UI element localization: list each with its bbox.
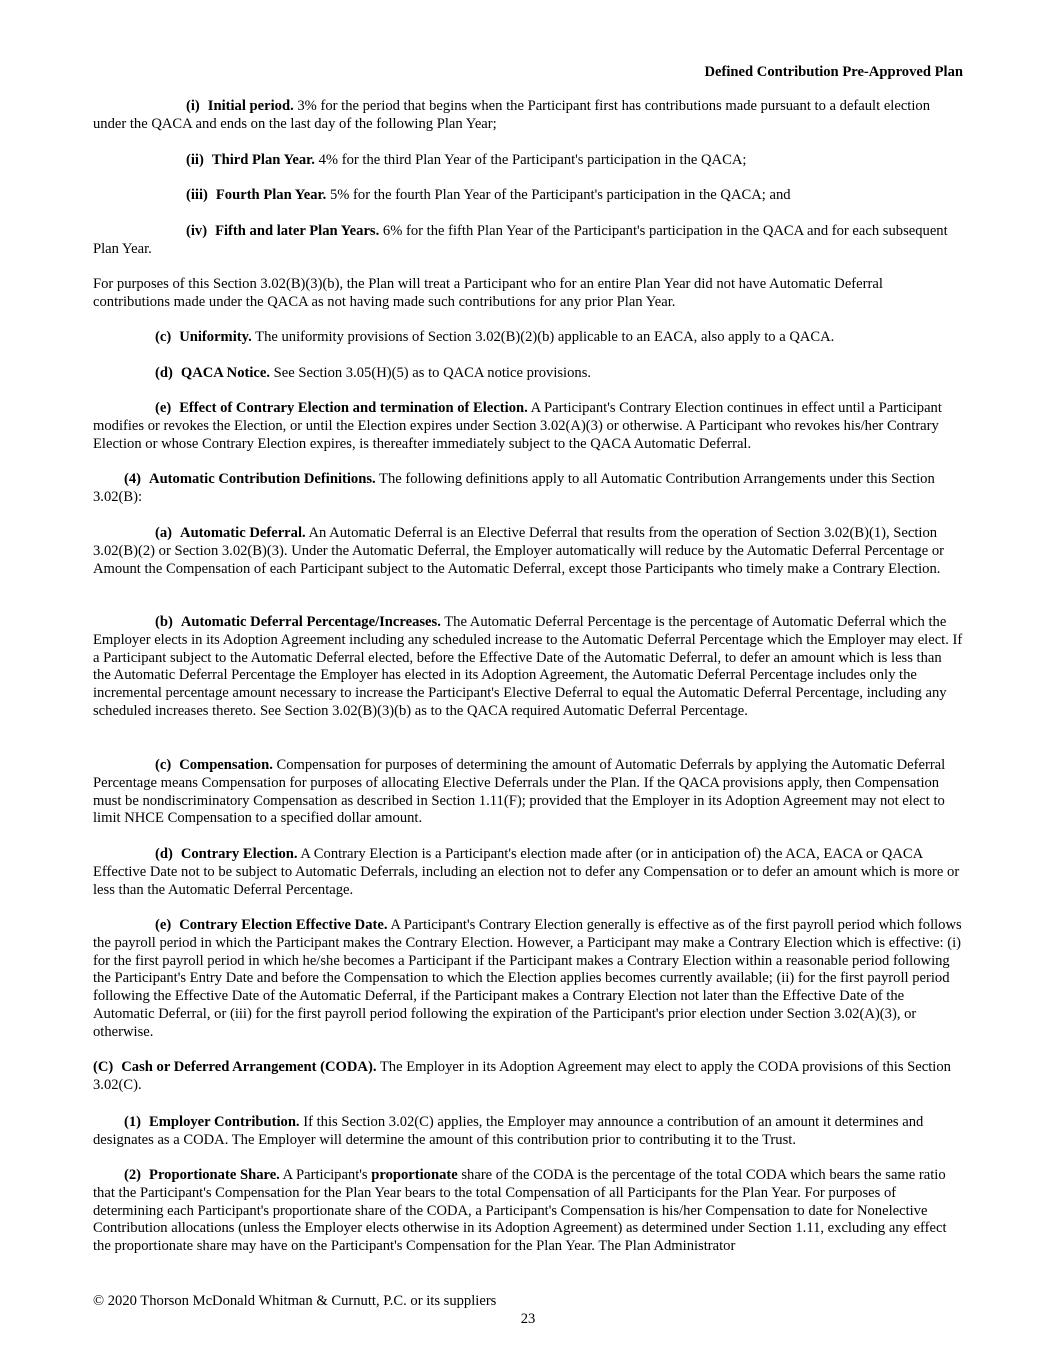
paragraph-heading: Employer Contribution. xyxy=(149,1114,300,1130)
paragraph-bold-word: proportionate xyxy=(371,1167,458,1183)
paragraph-label: (2) xyxy=(124,1167,142,1183)
paragraph-e-contrary-election-effect xyxy=(93,400,963,453)
paragraph-text: A Contrary Election is a Participant's election made after (or in anticipation of) the ACA, EACA or QACA Effective Date not to be subject to Automatic Deferrals, including an election not to defer any Compensation or to defer an amount which is more or less than the Automatic Deferral Percentage. xyxy=(93,846,960,898)
paragraph-for-purposes xyxy=(93,276,963,312)
paragraph-i-initial-period xyxy=(93,98,963,134)
paragraph-text: The Automatic Deferral Percentage is the percentage of Automatic Deferral which the Employer elects in its Adoption Agreement including any scheduled increase to the Automatic Deferral Percentage which the Employer may elect. If a Participant subject to the Automatic Deferral elected, before the Effective Date of the Automatic Deferral, to defer an amount which is less than the Automatic Deferral Percentage the Employer has elected in its Adoption Agreement, the Automatic Deferral Percentage includes only the incremental percentage amount necessary to increase the Participant's Elective Deferral to equal the Automatic Deferral Percentage, including any scheduled increases thereto. See Section 3.02(B)(3)(b) as to the QACA required Automatic Deferral Percentage. xyxy=(93,614,963,719)
paragraph-e-contrary-election-date xyxy=(93,917,963,1042)
paragraph-heading: Automatic Contribution Definitions. xyxy=(149,471,376,487)
paragraph-text: A Participant's xyxy=(279,1167,372,1183)
paragraph-text: The Employer in its Adoption Agreement may elect to apply the CODA provisions of this Section 3.02(C). xyxy=(93,1059,951,1093)
document-header: Defined Contribution Pre-Approved Plan xyxy=(704,64,963,80)
paragraph-heading: Compensation. xyxy=(179,757,273,773)
paragraph-heading: Uniformity. xyxy=(179,329,252,345)
paragraph-heading: Initial period. xyxy=(207,98,294,114)
paragraph-iv-fifth-plan-years xyxy=(93,223,963,259)
paragraph-text: An Automatic Deferral is an Elective Deferral that results from the operation of Section 3.02(B)(1), Section 3.02(B)(2) or Section 3.02(B)(3). Under the Automatic Deferral, the Employer automatically will reduce by the Automatic Deferral Percentage or Amount the Compensation of each Participant subject to the Automatic Deferral, except those Participants who timely make a Contrary Election. xyxy=(93,525,945,577)
paragraph-label: (d) xyxy=(155,365,173,381)
paragraph-c-compensation xyxy=(93,757,963,828)
paragraph-text: Compensation for purposes of determining the amount of Automatic Deferrals by applying the Automatic Deferral Percentage means Compensation for purposes of allocating Elective Deferrals under the Plan. If the QACA provisions apply, then Compensation must be nondiscriminatory Compensation as described in Section 1.11(F); provided that the Employer in its Adoption Agreement may not elect to limit NHCE Compensation to a specified dollar amount. xyxy=(93,757,946,827)
paragraph-text: A Participant's Contrary Election generally is effective as of the first payroll period which follows the payroll period in which the Participant makes the Contrary Election. However, a Participant may make a Contrary Election which is effective: (i) for the first payroll period in which he/she becomes a Participant if the Participant makes a Contrary Election within a reasonable period following the Participant's Entry Date and before the Compensation to which the Election applies becomes currently available; (ii) for the first payroll period following the Effective Date of the Automatic Deferral, if the Participant makes a Contrary Election not later than the Effective Date of the Automatic Deferral, or (iii) for the first payroll period following the expiration of the Participant's prior election under Section 3.02(A)(3), or otherwise. xyxy=(93,917,962,1040)
paragraph-2-proportionate-share xyxy=(93,1167,963,1256)
paragraph-text: The uniformity provisions of Section 3.02(B)(2)(b) applicable to an EACA, also apply to a QACA. xyxy=(251,329,835,345)
paragraph-label: (1) xyxy=(124,1114,142,1130)
paragraph-c-uniformity xyxy=(93,329,963,347)
paragraph-label: (e) xyxy=(155,400,172,416)
document-page xyxy=(93,0,963,1365)
paragraph-heading: Fifth and later Plan Years. xyxy=(215,223,380,239)
paragraph-text: If this Section 3.02(C) applies, the Employer may announce a contribution of an amount it determines and designates as a CODA. The Employer will determine the amount of this contribution prior to contributing it to the Trust. xyxy=(93,1114,924,1148)
paragraph-d-contrary-election xyxy=(93,846,963,899)
paragraph-label: (iv) xyxy=(186,223,208,239)
paragraph-iii-fourth-plan-year xyxy=(93,187,963,205)
paragraph-heading: Third Plan Year. xyxy=(211,152,315,168)
paragraph-label: (b) xyxy=(155,614,173,630)
paragraph-a-automatic-deferral xyxy=(93,525,963,578)
paragraph-label: (e) xyxy=(155,917,172,933)
paragraph-text: 4% for the third Plan Year of the Participant's participation in the QACA; xyxy=(314,152,747,168)
paragraph-heading: Automatic Deferral Percentage/Increases. xyxy=(180,614,441,630)
paragraph-label: (a) xyxy=(155,525,173,541)
paragraph-heading: Cash or Deferred Arrangement (CODA). xyxy=(121,1059,377,1075)
paragraph-label: (i) xyxy=(186,98,200,114)
paragraph-heading: Effect of Contrary Election and termination of Election. xyxy=(179,400,528,416)
paragraph-label: (4) xyxy=(124,471,142,487)
paragraph-text: The following definitions apply to all Automatic Contribution Arrangements under this Section 3.02(B): xyxy=(93,471,935,505)
paragraph-text: 6% for the fifth Plan Year of the Participant's participation in the QACA and for each subsequent Plan Year. xyxy=(93,223,948,257)
paragraph-text: See Section 3.05(H)(5) as to QACA notice provisions. xyxy=(270,365,592,381)
paragraph-heading: Automatic Deferral. xyxy=(180,525,306,541)
paragraph-b-deferral-percentage xyxy=(93,614,963,721)
paragraph-label: (d) xyxy=(155,846,173,862)
paragraph-ii-third-plan-year xyxy=(93,152,963,170)
paragraph-label: (ii) xyxy=(186,152,204,168)
paragraph-4-definitions xyxy=(93,471,963,507)
paragraph-text: 3% for the period that begins when the Participant first has contributions made pursuant to a default election under the QACA and ends on the last day of the following Plan Year; xyxy=(93,98,931,132)
paragraph-text: share of the CODA is the percentage of the total CODA which bears the same ratio that the Participant's Compensation for the Plan Year bears to the total Compensation of all Participants for the Plan Year. For purposes of determining each Participant's proportionate share of the CODA, a Participant's Compensation is his/her Compensation to date for Nonelective Contribution allocations (unless the Employer elects otherwise in its Adoption Agreement) as determined under Section 1.11, excluding any effect the proportionate share may have on the Participant's Compensation for the Plan Year. The Plan Administrator xyxy=(93,1167,947,1255)
paragraph-C-coda xyxy=(93,1059,963,1095)
paragraph-heading: Proportionate Share. xyxy=(149,1167,280,1183)
footer-copyright: © 2020 Thorson McDonald Whitman & Curnutt, P.C. or its suppliers xyxy=(93,1293,497,1309)
paragraph-label: (iii) xyxy=(186,187,208,203)
paragraph-label: (c) xyxy=(155,329,172,345)
page-number: 23 xyxy=(520,1311,536,1327)
paragraph-heading: QACA Notice. xyxy=(180,365,271,381)
paragraph-heading: Contrary Election. xyxy=(180,846,298,862)
paragraph-text: 5% for the fourth Plan Year of the Participant's participation in the QACA; and xyxy=(326,187,791,203)
paragraph-1-employer-contribution xyxy=(93,1114,963,1150)
paragraph-text: For purposes of this Section 3.02(B)(3)(b), the Plan will treat a Participant who for an entire Plan Year did not have Automatic Deferral contributions made under the QACA as not having made such contributions for any prior Plan Year. xyxy=(93,276,883,310)
paragraph-label: (C) xyxy=(93,1059,114,1075)
paragraph-heading: Contrary Election Effective Date. xyxy=(179,917,388,933)
paragraph-heading: Fourth Plan Year. xyxy=(215,187,327,203)
paragraph-text: A Participant's Contrary Election continues in effect until a Participant modifies or revokes the Election, or until the Election expires under Section 3.02(A)(3) or otherwise. A Participant who revokes his/her Contrary Election or whose Contrary Election expires, is thereafter immediately subject to the QACA Automatic Deferral. xyxy=(93,400,942,452)
paragraph-label: (c) xyxy=(155,757,172,773)
paragraph-d-qaca-notice xyxy=(93,365,963,383)
